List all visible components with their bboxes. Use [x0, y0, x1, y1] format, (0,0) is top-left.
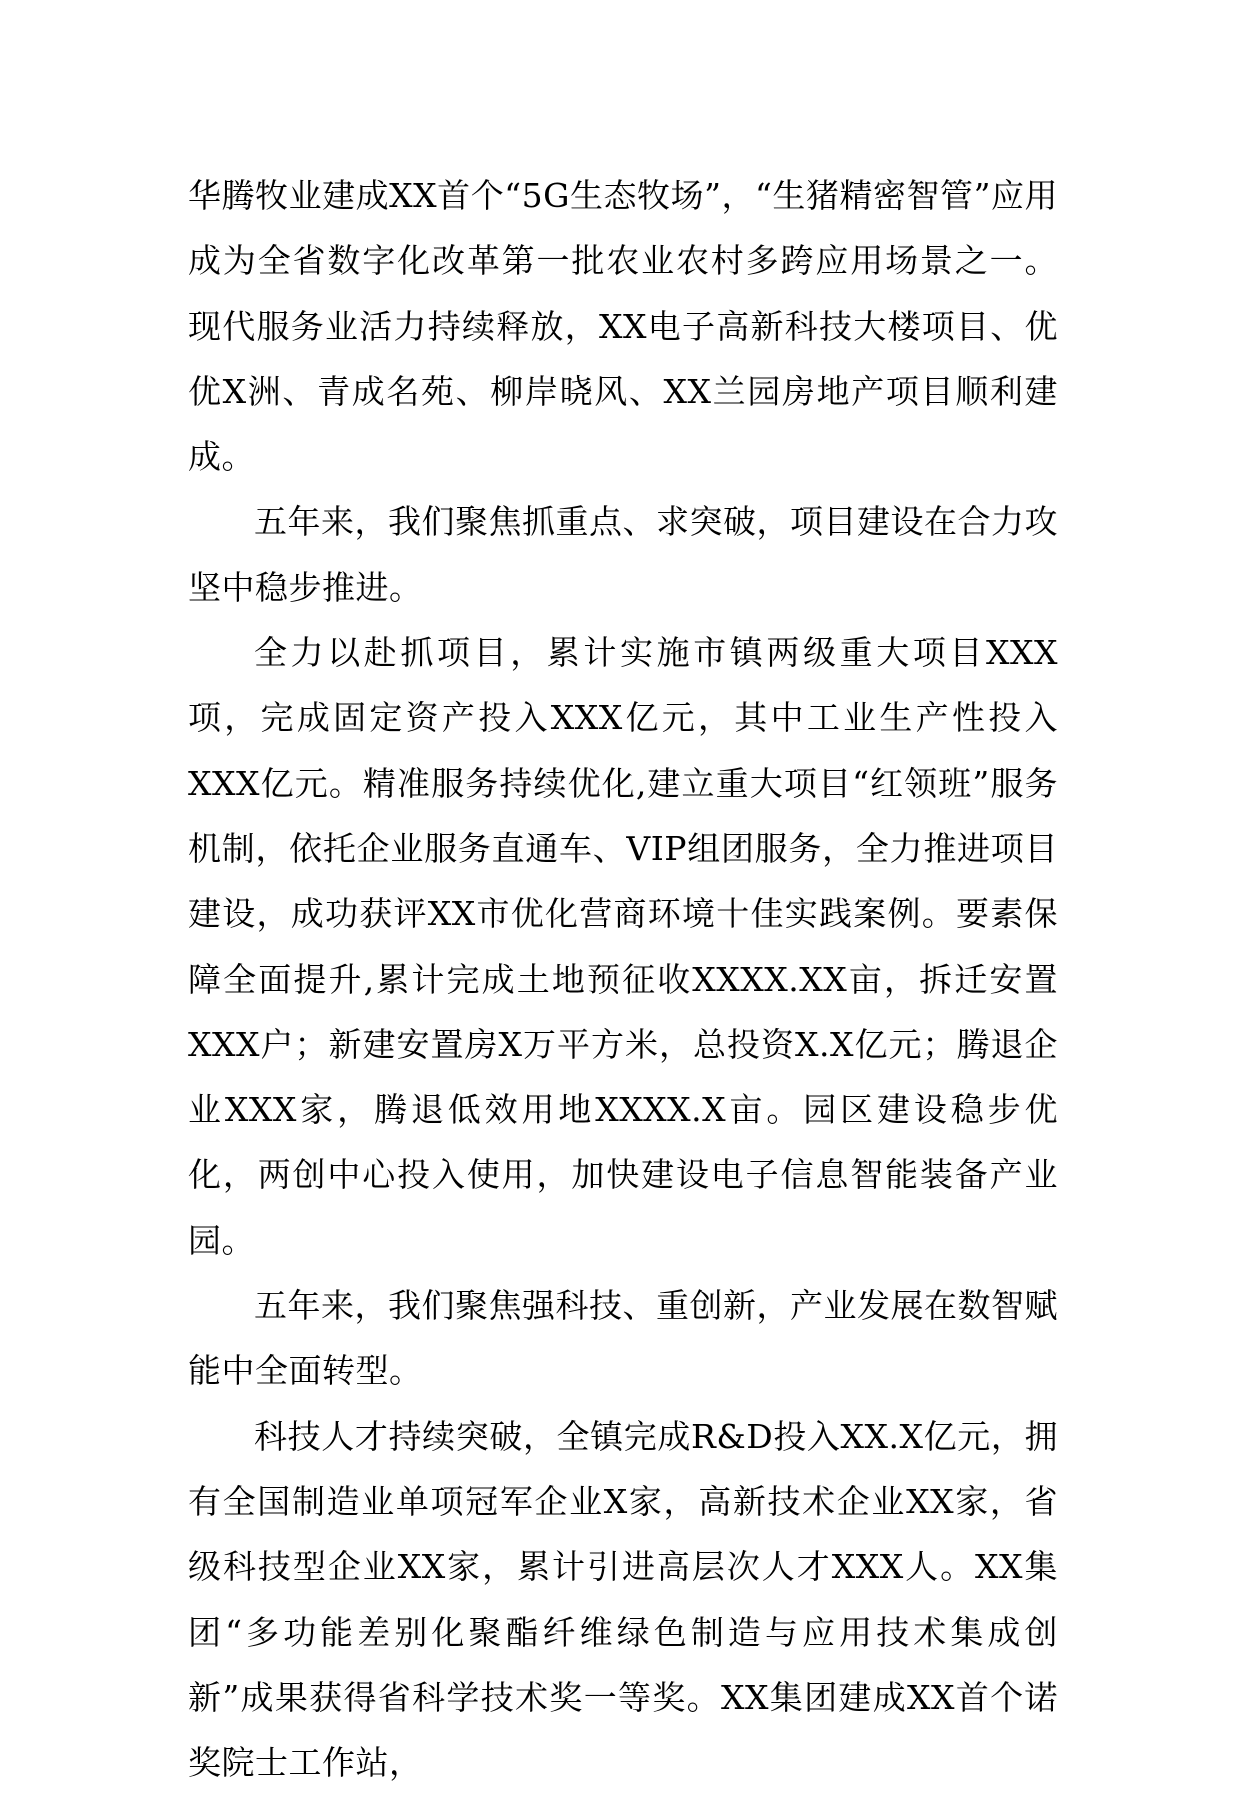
paragraph-5: 科技人才持续突破，全镇完成R&D投入XX.X亿元，拥有全国制造业单项冠军企业X家，高新技术企业XX家，省级科技型企业XX家，累计引进高层次人才XXX人。XX集团“多功能差别化聚酯纤维绿色制造与应用技术集成创新”成果获得省科学技术奖一等奖。XX集团建成XX首个诺奖院士工作站， [188, 1416, 1058, 1783]
document-body [188, 163, 1058, 1795]
paragraph-4: 五年来，我们聚焦强科技、重创新，产业发展在数智赋能中全面转型。 [188, 1286, 1058, 1391]
paragraph-3: 全力以赴抓项目，累计实施市镇两级重大项目XXX项，完成固定资产投入XXX亿元，其中工业生产性投入XXX亿元。精准服务持续优化,建立重大项目“红领班”服务机制，依托企业服务直通车、VIP组团服务，全力推进项目建设，成功获评XX市优化营商环境十佳实践案例。要素保障全面提升,累计完成土地预征收XXXX.XX亩，拆迁安置XXX户；新建安置房X万平方米，总投资X.X亿元；腾退企业XXX家，腾退低效用地XXXX.X亩。园区建设稳步优化，两创中心投入使用，加快建设电子信息智能装备产业园。 [188, 633, 1058, 1260]
paragraph-1: 华腾牧业建成XX首个“5G生态牧场”，“生猪精密智管”应用成为全省数字化改革第一批农业农村多跨应用场景之一。现代服务业活力持续释放，XX电子高新科技大楼项目、优优X洲、青成名苑、柳岸晓风、XX兰园房地产项目顺利建成。 [188, 176, 1058, 477]
paragraph-2: 五年来，我们聚焦抓重点、求突破，项目建设在合力攻坚中稳步推进。 [188, 502, 1058, 607]
